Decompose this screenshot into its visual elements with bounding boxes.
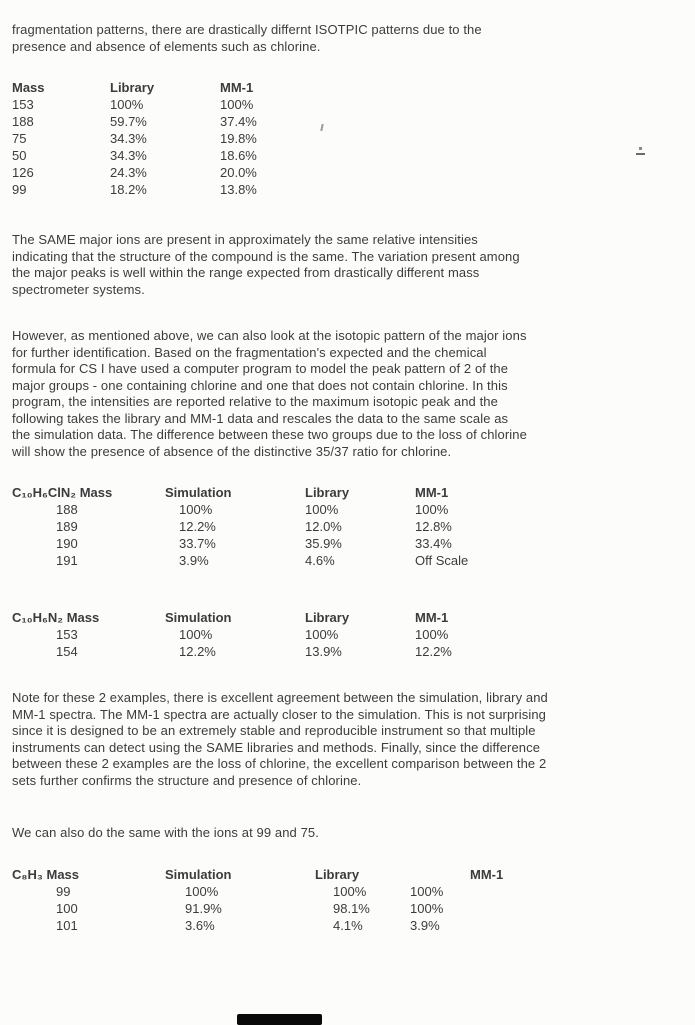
table-cell: 101 <box>56 917 78 933</box>
table-cell: 34.3% <box>110 131 147 146</box>
column-header: MM-1 <box>415 610 449 625</box>
table-cell: 190 <box>56 536 78 551</box>
table-cell: 188 <box>56 502 78 517</box>
table-cell: 91.9% <box>185 900 222 916</box>
table-cell: 35.9% <box>305 536 342 551</box>
table-cell: 188 <box>12 114 34 129</box>
table-cell: 12.8% <box>415 519 452 534</box>
ion-99-table <box>12 866 503 934</box>
table-cell: 18.2% <box>110 182 147 197</box>
table-cell: 100% <box>305 502 339 517</box>
formula-header: C₁₀H₆N₂ Mass <box>12 610 100 625</box>
paragraph-isotopic: However, as mentioned above, we can also look at the isotopic pattern of the major ions for further identification. Based on the fragmentation's expected and the chemical formula for CS I have used a computer program to model the peak pattern of 2 of the major groups - one containing chlorine and one that does not contain chlorine. In this program, the intensities are reported relative to the maximum isotopic peak and the following takes the library and MM-1 data and rescales the data to the same scale as the simulation data. The difference between these two groups due to the loss of chlorine will show the presence of absence of the distinctive 35/37 ratio for chlorine. <box>12 328 527 459</box>
table-header-row <box>12 484 468 501</box>
table-cell: 12.0% <box>305 519 342 534</box>
column-header: Simulation <box>165 610 232 625</box>
no-chlorine-isotope-table <box>12 609 452 660</box>
column-header: Library <box>110 80 155 95</box>
table-cell: 34.3% <box>110 148 147 163</box>
table-cell: 100% <box>410 883 444 899</box>
table-cell: 100% <box>410 900 444 916</box>
table-row <box>12 113 310 130</box>
table-cell: 12.2% <box>179 519 216 534</box>
table-cell: 191 <box>56 553 78 568</box>
scan-artifact <box>639 147 642 150</box>
column-header: Simulation <box>165 866 232 882</box>
formula-header: C₈H₃ Mass <box>12 866 80 882</box>
table-cell: 13.9% <box>305 644 342 659</box>
paragraph-same-ions: The SAME major ions are present in approximately the same relative intensities indicating that the structure of the compound is the same. The variation present among the major peaks is well within the range expected from drastically different mass spectrometer systems. <box>12 232 520 297</box>
table-cell: 100% <box>179 502 213 517</box>
column-header: Library <box>305 610 350 625</box>
table-cell: 20.0% <box>220 165 257 180</box>
column-header: Simulation <box>165 485 232 500</box>
table-cell: 100% <box>415 627 449 642</box>
table-cell: 99 <box>12 182 27 197</box>
table-row <box>12 883 503 900</box>
table-cell: 3.9% <box>410 917 440 933</box>
table-cell: 12.2% <box>415 644 452 659</box>
scan-artifact <box>237 1014 322 1025</box>
table-cell: 24.3% <box>110 165 147 180</box>
table-cell: 100% <box>179 627 213 642</box>
table-cell: 37.4% <box>220 114 257 129</box>
table-cell: 100% <box>220 97 254 112</box>
table-cell: 100% <box>185 883 219 899</box>
table-cell: 153 <box>56 627 78 642</box>
table-row <box>12 917 503 934</box>
table-row <box>12 552 468 569</box>
table-cell: 75 <box>12 131 27 146</box>
table-cell: 12.2% <box>179 644 216 659</box>
table-cell: 100% <box>333 883 367 899</box>
scan-artifact <box>636 153 645 155</box>
table-cell: 3.6% <box>185 917 215 933</box>
table-cell: 19.8% <box>220 131 257 146</box>
table-row <box>12 147 310 164</box>
table-row <box>12 900 503 917</box>
table-header-row <box>12 79 310 96</box>
table-cell: 33.7% <box>179 536 216 551</box>
table-row <box>12 96 310 113</box>
table-cell: 100% <box>110 97 144 112</box>
table-cell: 59.7% <box>110 114 147 129</box>
paragraph-note: Note for these 2 examples, there is excellent agreement between the simulation, library and MM-1 spectra. The MM-1 spectra are actually closer to the simulation. This is not surprising since it is designed to be an extremely stable and reproducible instrument so that multiple instruments can detect using the SAME libraries and methods. Finally, since the difference between these 2 examples are the loss of chlorine, the excellent comparison between the 2 sets further confirms the structure and presence of chlorine. <box>12 690 548 788</box>
table-cell: 100 <box>56 900 78 916</box>
table-cell: 100% <box>305 627 339 642</box>
table-header-row <box>12 866 503 883</box>
mass-intensity-table <box>12 79 310 198</box>
paragraph-intro: fragmentation patterns, there are drastically differnt ISOTPIC patterns due to the presence and absence of elements such as chlorine. <box>12 22 482 54</box>
table-row <box>12 164 310 181</box>
table-row <box>12 130 310 147</box>
column-header: MM-1 <box>470 866 504 882</box>
column-header: Library <box>305 485 350 500</box>
table-row <box>12 626 452 643</box>
table-row <box>12 535 468 552</box>
column-header: Library <box>315 866 360 882</box>
table-cell: 3.9% <box>179 553 209 568</box>
table-row <box>12 643 452 660</box>
table-header-row <box>12 609 452 626</box>
table-cell: 33.4% <box>415 536 452 551</box>
table-cell: 98.1% <box>333 900 370 916</box>
table-cell: 189 <box>56 519 78 534</box>
table-cell: 4.1% <box>333 917 363 933</box>
table-cell: 18.6% <box>220 148 257 163</box>
table-cell: 4.6% <box>305 553 335 568</box>
table-row <box>12 518 468 535</box>
table-cell: 153 <box>12 97 34 112</box>
table-cell: 154 <box>56 644 78 659</box>
table-cell: 99 <box>56 883 71 899</box>
table-row <box>12 501 468 518</box>
table-cell: 13.8% <box>220 182 257 197</box>
chlorine-isotope-table <box>12 484 468 569</box>
table-cell: 50 <box>12 148 27 163</box>
formula-header: C₁₀H₆ClN₂ Mass <box>12 485 113 500</box>
table-cell: 100% <box>415 502 449 517</box>
column-header: MM-1 <box>220 80 254 95</box>
table-cell: Off Scale <box>415 553 469 568</box>
table-row <box>12 181 310 198</box>
paragraph-same-with-ions: We can also do the same with the ions at 99 and 75. <box>12 825 319 840</box>
column-header: Mass <box>12 80 45 95</box>
table-cell: 126 <box>12 165 34 180</box>
column-header: MM-1 <box>415 485 449 500</box>
